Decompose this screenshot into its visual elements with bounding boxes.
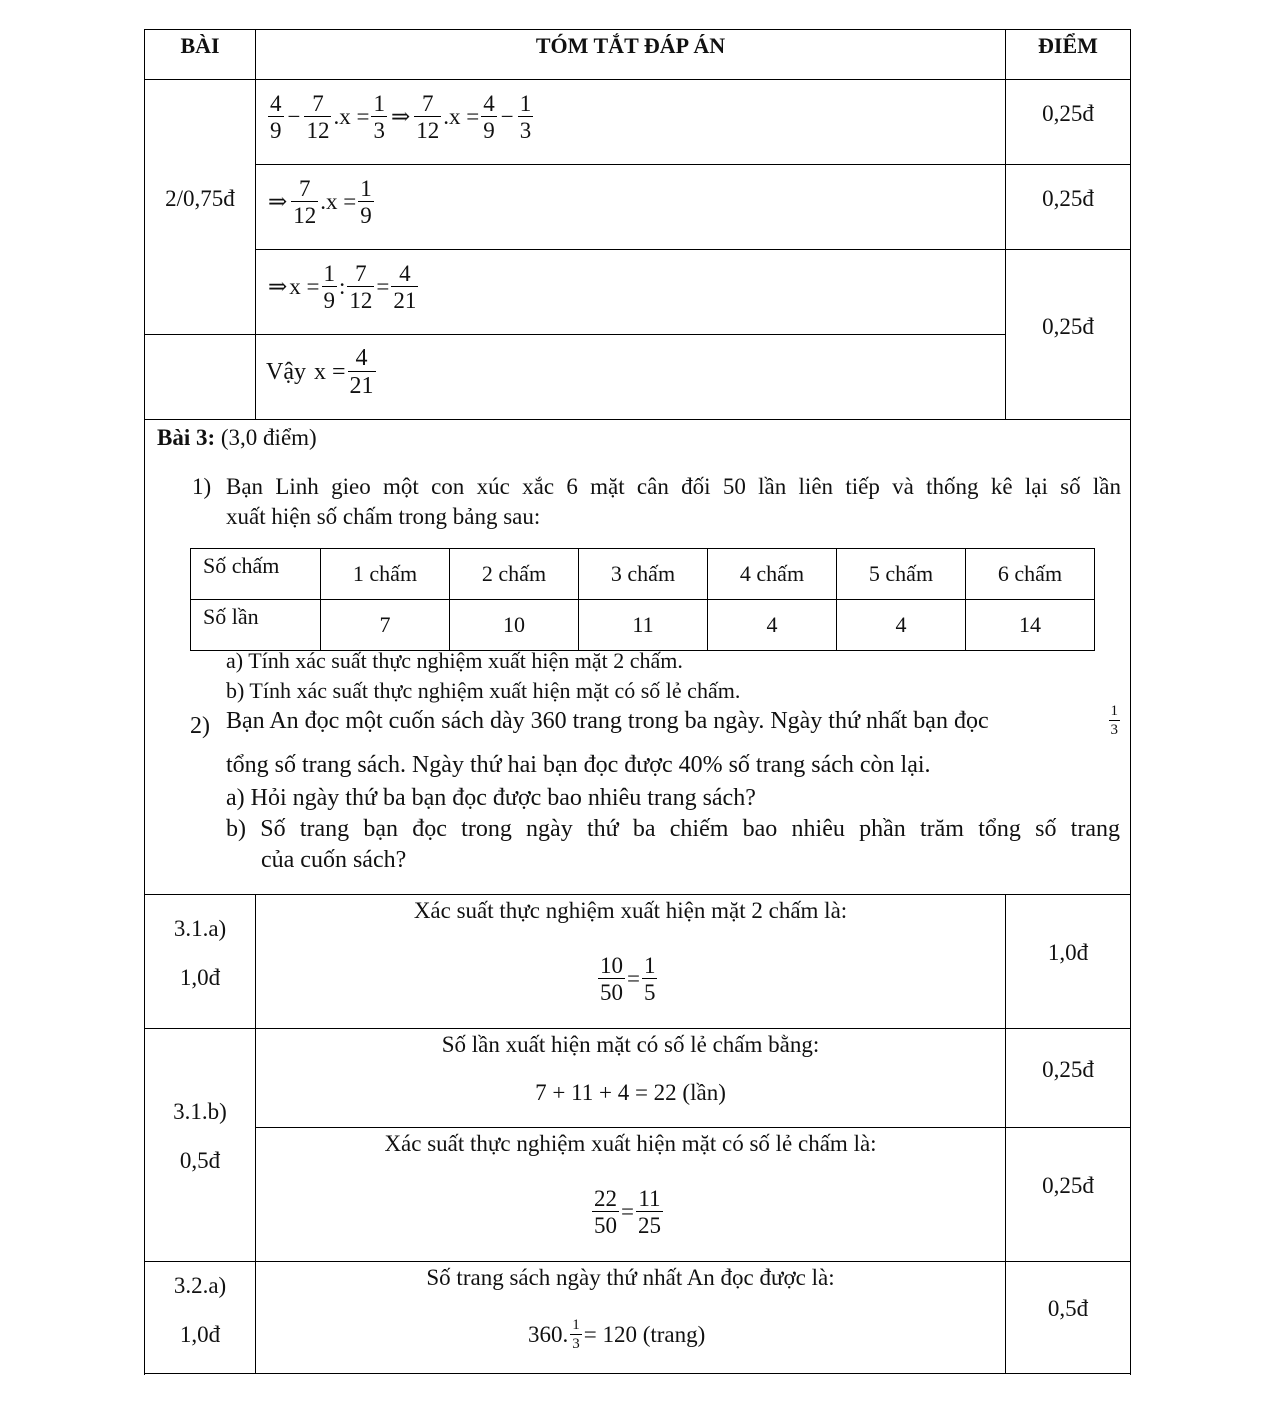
- a32a-points: 0,5đ: [1047, 1296, 1089, 1321]
- a31b-label-1: 3.1.b): [173, 1099, 227, 1124]
- bai3-title-points: (3,0 điểm): [220, 425, 317, 450]
- bai3-p2-line2: tổng số trang sách. Ngày thứ hai bạn đọc được 40% số trang sách còn lại.: [226, 752, 931, 778]
- table-border-right: [1130, 29, 1131, 1375]
- row-line-a: [255, 164, 1131, 165]
- q2-step2-points: 0,25đ: [1042, 186, 1094, 211]
- dice-count-2: 10: [450, 600, 579, 651]
- q2-conclusion-word: Vậy: [266, 358, 306, 385]
- header-points: ĐIỂM: [1038, 33, 1098, 58]
- bai3-p1-line1: Bạn Linh gieo một con xúc xắc 6 mặt cân đối 50 lần liên tiếp và thống kê lại số lần: [226, 474, 1121, 499]
- bai3-p2-line1-wrap: [226, 704, 1122, 738]
- dice-count-6: 14: [966, 600, 1095, 651]
- col-line-2-top: [1005, 29, 1006, 420]
- row-line-d: [144, 419, 1131, 420]
- bai3-p2-num: 2): [190, 713, 210, 739]
- a31a-label-2: 1,0đ: [179, 965, 221, 990]
- a31b-expr1: 7 + 11 + 4 = 22 (lần): [535, 1080, 726, 1105]
- one-third-fraction: $\frac{1}{3}$: [1110, 703, 1118, 738]
- q2-step2-math: ⇒ $\frac{7}{12}$ .x = $\frac{1}{9}$: [268, 176, 372, 228]
- header-bai: BÀI: [180, 33, 220, 58]
- q2-label: 2/0,75đ: [165, 186, 235, 211]
- a31b-math2: $\frac{22}{50}$ = $\frac{11}{25}$: [594, 1186, 661, 1238]
- q2-step1-points: 0,25đ: [1042, 101, 1094, 126]
- dice-face-3: 3 chấm: [579, 549, 708, 600]
- bai3-p1b: b) Tính xác suất thực nghiệm xuất hiện mặt có số lẻ chấm.: [226, 678, 741, 703]
- bai3-p2a: a) Hỏi ngày thứ ba bạn đọc được bao nhiêu trang sách?: [226, 785, 756, 811]
- col-line-1-top: [255, 29, 256, 420]
- bai3-p1a: a) Tính xác suất thực nghiệm xuất hiện mặt 2 chấm.: [226, 648, 683, 673]
- row-line-b: [255, 249, 1131, 250]
- bai3-p1-line2: xuất hiện số chấm trong bảng sau:: [226, 504, 541, 529]
- a31a-label-1: 3.1.a): [173, 916, 227, 941]
- a32a-math: [528, 1312, 705, 1358]
- dice-table-row2-label: Số lần: [191, 600, 321, 651]
- dice-table-row1-label: Số chấm: [191, 549, 321, 600]
- dice-count-4: 4: [708, 600, 837, 651]
- bai3-p2b-line1: b) Số trang bạn đọc trong ngày thứ ba chiếm bao nhiêu phần trăm tổng số trang: [226, 816, 1120, 842]
- dice-count-3: 11: [579, 600, 708, 651]
- row-line-31a: [144, 1028, 1131, 1029]
- dice-face-2: 2 chấm: [450, 549, 579, 600]
- dice-face-4: 4 chấm: [708, 549, 837, 600]
- dice-face-1: 1 chấm: [321, 549, 450, 600]
- a32a-expr-prefix: 360.: [528, 1322, 569, 1347]
- a31a-text: Xác suất thực nghiệm xuất hiện mặt 2 chấm là:: [413, 898, 848, 923]
- dice-table: [190, 548, 1095, 651]
- dice-table-row-counts: [191, 600, 1095, 651]
- q2-step34-points: 0,25đ: [1042, 314, 1094, 339]
- a32a-label-2: 1,0đ: [179, 1322, 221, 1347]
- a32a-one-third: $\frac{1}{3}$: [572, 1317, 580, 1352]
- dice-table-row-faces: [191, 549, 1095, 600]
- dice-face-6: 6 chấm: [966, 549, 1095, 600]
- a31b-points1: 0,25đ: [1042, 1057, 1094, 1082]
- q2-conclusion-math: Vậy x = $\frac{4}{21}$: [266, 345, 374, 399]
- dice-face-5: 5 chấm: [837, 549, 966, 600]
- a32a-expr-suffix: = 120 (trang): [583, 1322, 706, 1347]
- bai3-p2b-line2: của cuốn sách?: [261, 847, 407, 873]
- table-border-bottom: [144, 1373, 1131, 1374]
- a31b-label-2: 0,5đ: [179, 1148, 221, 1173]
- a31b-text1: Số lần xuất hiện mặt có số lẻ chấm bằng:: [441, 1032, 820, 1057]
- row-line-header: [144, 79, 1131, 80]
- dice-count-1: 7: [321, 600, 450, 651]
- bai3-p1-num: 1): [192, 474, 212, 499]
- a32a-text: Số trang sách ngày thứ nhất An đọc được là:: [426, 1265, 835, 1290]
- header-summary: TÓM TẮT ĐÁP ÁN: [535, 33, 726, 58]
- a31a-points: 1,0đ: [1047, 940, 1089, 965]
- bai3-p2-line1: Bạn An đọc một cuốn sách dày 360 trang trong ba ngày. Ngày thứ nhất bạn đọc: [226, 707, 989, 734]
- q2-step1-math: $\frac{4}{9}$ − $\frac{7}{12}$ .x = $\frac{1}{3}$ ⇒ $\frac{7}{12}$ .x = $\frac{4}{9}$ − $\frac{1}{3}$: [270, 91, 532, 143]
- dice-count-5: 4: [837, 600, 966, 651]
- row-line-31b-mid: [255, 1127, 1131, 1128]
- bai3-title-bold: Bài 3:: [157, 425, 216, 450]
- a31b-text2: Xác suất thực nghiệm xuất hiện mặt có số lẻ chấm là:: [384, 1131, 877, 1156]
- row-line-c: [144, 334, 1006, 335]
- row-line-answers-top: [144, 894, 1131, 895]
- q2-step3-math: ⇒ x = $\frac{1}{9}$ : $\frac{7}{12}$ = $\frac{4}{21}$: [268, 261, 417, 313]
- a31b-points2: 0,25đ: [1042, 1173, 1094, 1198]
- row-line-31b: [144, 1261, 1131, 1262]
- a32a-label-1: 3.2.a): [173, 1273, 227, 1298]
- a31a-math: $\frac{10}{50}$ = $\frac{1}{5}$: [600, 953, 656, 1005]
- table-border-top: [144, 29, 1131, 30]
- bai3-title: [157, 425, 317, 451]
